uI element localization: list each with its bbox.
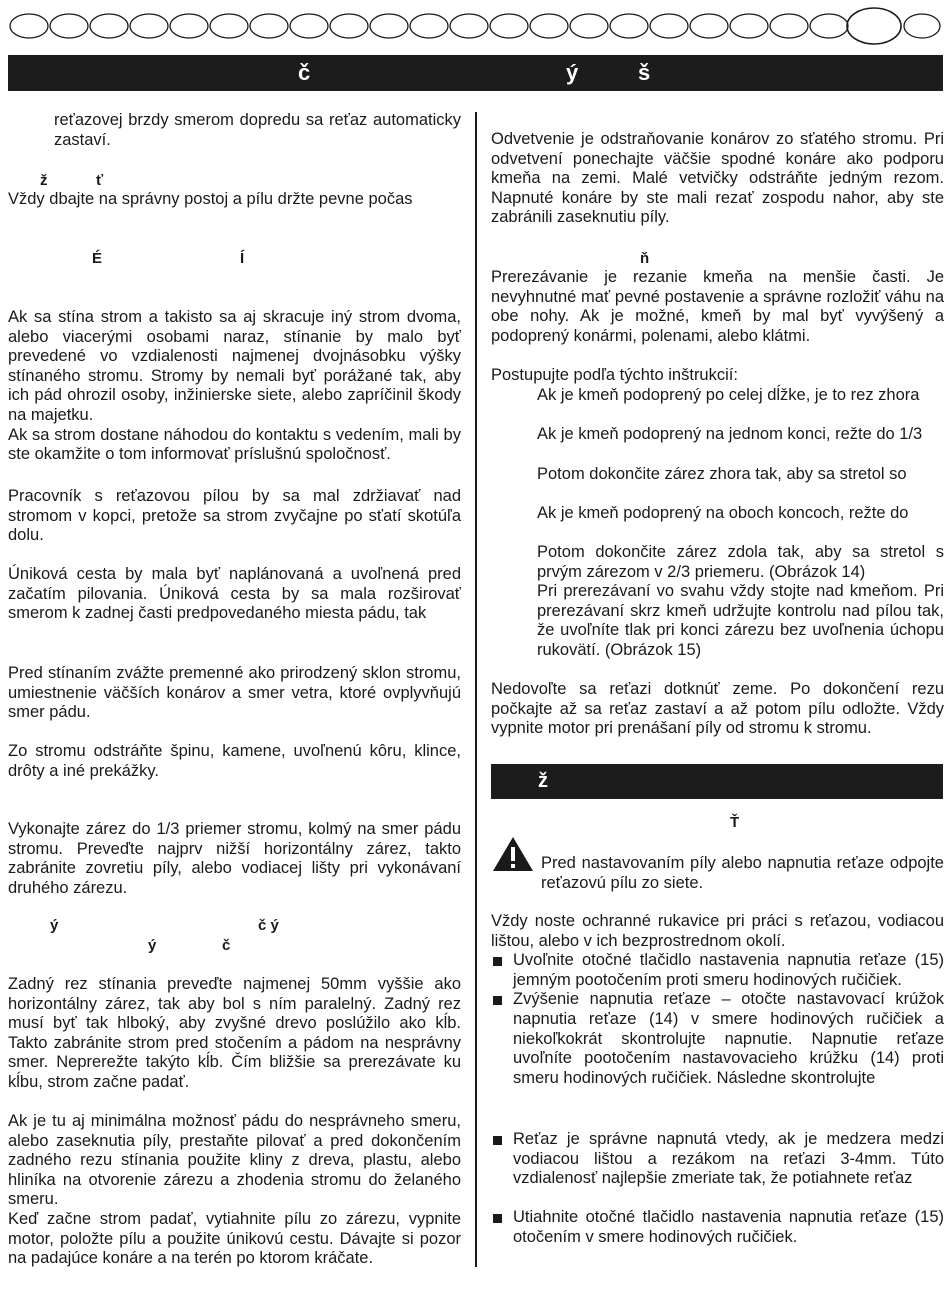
paragraph-block <box>491 680 944 739</box>
paragraph: Nedovoľte sa reťazi dotknúť zeme. Po dokončení rezu počkajte až sa reťaz zastaví a až potom pílu odložte. Vždy vypnite motor pri prenášaní píly od stromu k stromu. <box>491 680 944 738</box>
warning-icon <box>491 835 535 873</box>
list-item: Zvýšenie napnutia reťaze – otočte nastavovací krúžok napnutia reťaze (14) v smere hodinových ručičiek a niekoľkokrát skontrolujte napnutie. Napnutie reťaze uvoľníte pootočením nastavovacieho krúžku (14) proti smeru hodinových ručičiek. Následne skontrolujte <box>491 990 944 1088</box>
paragraph: Zadný rez stínania preveďte najmenej 50mm vyššie ako horizontálny zárez, tak aby bol s ním paralelný. Zadný rez musí byť tak hlboký, aby zvyšné drevo poslúžilo ako kĺb. Takto zabránite strom pred stočením a pádom na nesprávny smer. Neprerežte takýto kĺb. Čím bližšie sa prerezávate ku kĺbu, strom začne padať. <box>8 975 461 1091</box>
warning-text-block <box>541 854 944 893</box>
paragraph: Prerezávanie je rezanie kmeňa na menšie časti. Je nevyhnutné mať pevné postavenie a správne rozložiť váhu na obe nohy. Ak je možné, kmeň by mal byť vyvýšený a podoprený konármi, polenami, alebo klátmi. <box>491 268 944 345</box>
page-oval-tabs <box>8 6 942 46</box>
paragraph-block <box>8 820 461 898</box>
instruction: Ak je kmeň podoprený po celej dĺžke, je to rez zhora <box>537 386 920 404</box>
paragraph-block <box>8 565 461 624</box>
paragraph: Ak sa stína strom a takisto sa aj skracuje iný strom dvoma, alebo viacerými osobami naraz, stínanie by malo byť prevedené vo vzdialenosti najmenej dvojnásobku výšky stínaného stromu. Stromy by nemali byť porážané tak, aby ich pád ohrozil osoby, inžinierske siete, alebo zapríčinil škody na majetku. <box>8 308 461 424</box>
paragraph-block <box>491 386 944 406</box>
paragraph: Ak sa strom dostane náhodou do kontaktu s vedením, mali by ste okamžite o tom informovať príslušnú spoločnosť. <box>8 425 461 464</box>
paragraph: Pred stínaním zvážte premenné ako prirodzený sklon stromu, umiestnenie väčších konárov a smer vetra, ktoré ovplyvňujú smer pádu. <box>8 664 461 722</box>
paragraph: Postupujte podľa týchto inštrukcií: <box>491 366 738 384</box>
heading-fragment: ň <box>640 250 650 267</box>
heading-fragment: č ý <box>258 917 279 934</box>
paragraph-block <box>8 975 461 1093</box>
paragraph-block <box>8 190 461 210</box>
paragraph-block <box>491 1130 944 1189</box>
column-divider <box>475 112 477 1267</box>
header-char: č <box>298 60 311 85</box>
paragraph: Zo stromu odstráňte špinu, kamene, uvoľnenú kôru, klince, drôty a iné prekážky. <box>8 742 461 780</box>
paragraph: Pracovník s reťazovou pílou by sa mal zdržiavať nad stromom v kopci, pretože sa strom zvyčajne po sťatí skotúľa dolu. <box>8 487 461 545</box>
header-char: š <box>638 60 651 85</box>
paragraph: reťazovej brzdy smerom dopredu sa reťaz automaticky zastaví. <box>54 111 461 149</box>
list-item: Reťaz je správne napnutá vtedy, ak je medzera medzi vodiacou lištou a rezákom na reťazi 3-4mm. Túto vzdialenosť najlepšie zmeriate tak, že potiahnete reťaz <box>491 1130 944 1189</box>
paragraph: Vždy dbajte na správny postoj a pílu držte pevne počas <box>8 190 413 208</box>
paragraph-block <box>8 742 461 781</box>
paragraph-block <box>491 465 944 485</box>
paragraph: Úniková cesta by mala byť naplánovaná a uvoľnená pred začatím pilovania. Úniková cesta by sa mala rozširovať smerom k zadnej časti predpovedaného miesta pádu, tak <box>8 565 461 623</box>
warning-text: Pred nastavovaním píly alebo napnutia reťaze odpojte reťazovú pílu zo siete. <box>541 854 944 892</box>
paragraph: Odvetvenie je odstraňovanie konárov zo sťatého stromu. Pri odvetvení ponechajte väčšie spodné konáre ako podporu kmeňa na zemi. Malé vetvičky odstráňte jedným rezom. Napnuté konáre by ste mali rezať zospodu nahor, aby ste zabránili zaseknutiu píly. <box>491 130 944 227</box>
header-char: ý <box>566 60 579 85</box>
section-header-bar <box>491 764 943 799</box>
heading-fragment: ý <box>148 937 157 954</box>
heading-fragment: Í <box>240 250 245 267</box>
paragraph-block <box>491 1208 944 1247</box>
heading-fragment: Ť <box>730 814 740 831</box>
paragraph-block <box>8 1112 461 1269</box>
paragraph-block <box>8 308 461 465</box>
heading-fragment: ť <box>96 172 104 189</box>
paragraph: Vykonajte zárez do 1/3 priemer stromu, kolmý na smer pádu stromu. Preveďte najprv nižší horizontálny zárez, takto zabránite zovretiu píly, alebo vodiacej lišty pri vykonávaní druhého zárezu. <box>8 820 461 897</box>
paragraph-block <box>491 543 944 661</box>
instruction: Ak je kmeň podoprený na oboch koncoch, režte do <box>537 504 909 522</box>
paragraph: Ak je tu aj minimálna možnosť pádu do nesprávneho smeru, alebo zaseknutia píly, prestaňte pilovať a pred dokončením zadného rezu stínania použite kliny z dreva, plastu, alebo hliníka na otvorenie zárezu a zhodenia stromu do želaného smeru. <box>8 1112 461 1209</box>
paragraph-block <box>491 366 944 386</box>
paragraph-block <box>8 487 461 546</box>
heading-fragment: ý <box>50 917 59 934</box>
paragraph: Keď začne strom padať, vytiahnite pílu zo zárezu, vypnite motor, položte pílu a použite únikovú cestu. Dávajte si pozor na padajúce konáre a na terén po ktorom kráčate. <box>8 1209 461 1268</box>
paragraph-block <box>491 268 944 346</box>
instruction: Ak je kmeň podoprený na jednom konci, režte do 1/3 <box>537 425 923 443</box>
heading-fragment: ž <box>40 172 48 189</box>
list-item: Utiahnite otočné tlačidlo nastavenia napnutia reťaze (15) otočením v smere hodinových ručičiek. <box>491 1208 944 1247</box>
paragraph: Vždy noste ochranné rukavice pri práci s reťazou, vodiacou lištou, alebo v ich bezprostrednom okolí. <box>491 912 944 950</box>
paragraph-block <box>491 504 944 524</box>
paragraph-block <box>491 912 944 1088</box>
instruction: Potom dokončite zárez zhora tak, aby sa stretol so <box>537 465 907 483</box>
right-column <box>491 130 944 228</box>
paragraph-block <box>491 425 944 445</box>
left-column <box>8 111 461 150</box>
instruction: Potom dokončite zárez zdola tak, aby sa stretol s prvým zárezom v 2/3 priemeru. (Obrázok 14) <box>537 543 944 581</box>
heading-fragment: É <box>92 250 103 267</box>
header-char: ž <box>538 770 548 792</box>
paragraph-block <box>8 664 461 723</box>
list-item: Uvoľnite otočné tlačidlo nastavenia napnutia reťaze (15) jemným pootočením proti smeru hodinových ručičiek. <box>491 951 944 990</box>
section-header-bar <box>8 55 943 91</box>
instruction: Pri prerezávaní vo svahu vždy stojte nad kmeňom. Pri prerezávaní skrz kmeň udržujte kontrolu nad pílou tak, že uvoľníte tlak pri konci zárezu bez uvoľnenia úchopu rukovätí. (Obrázok 15) <box>537 582 944 659</box>
heading-fragment: č <box>222 937 231 954</box>
